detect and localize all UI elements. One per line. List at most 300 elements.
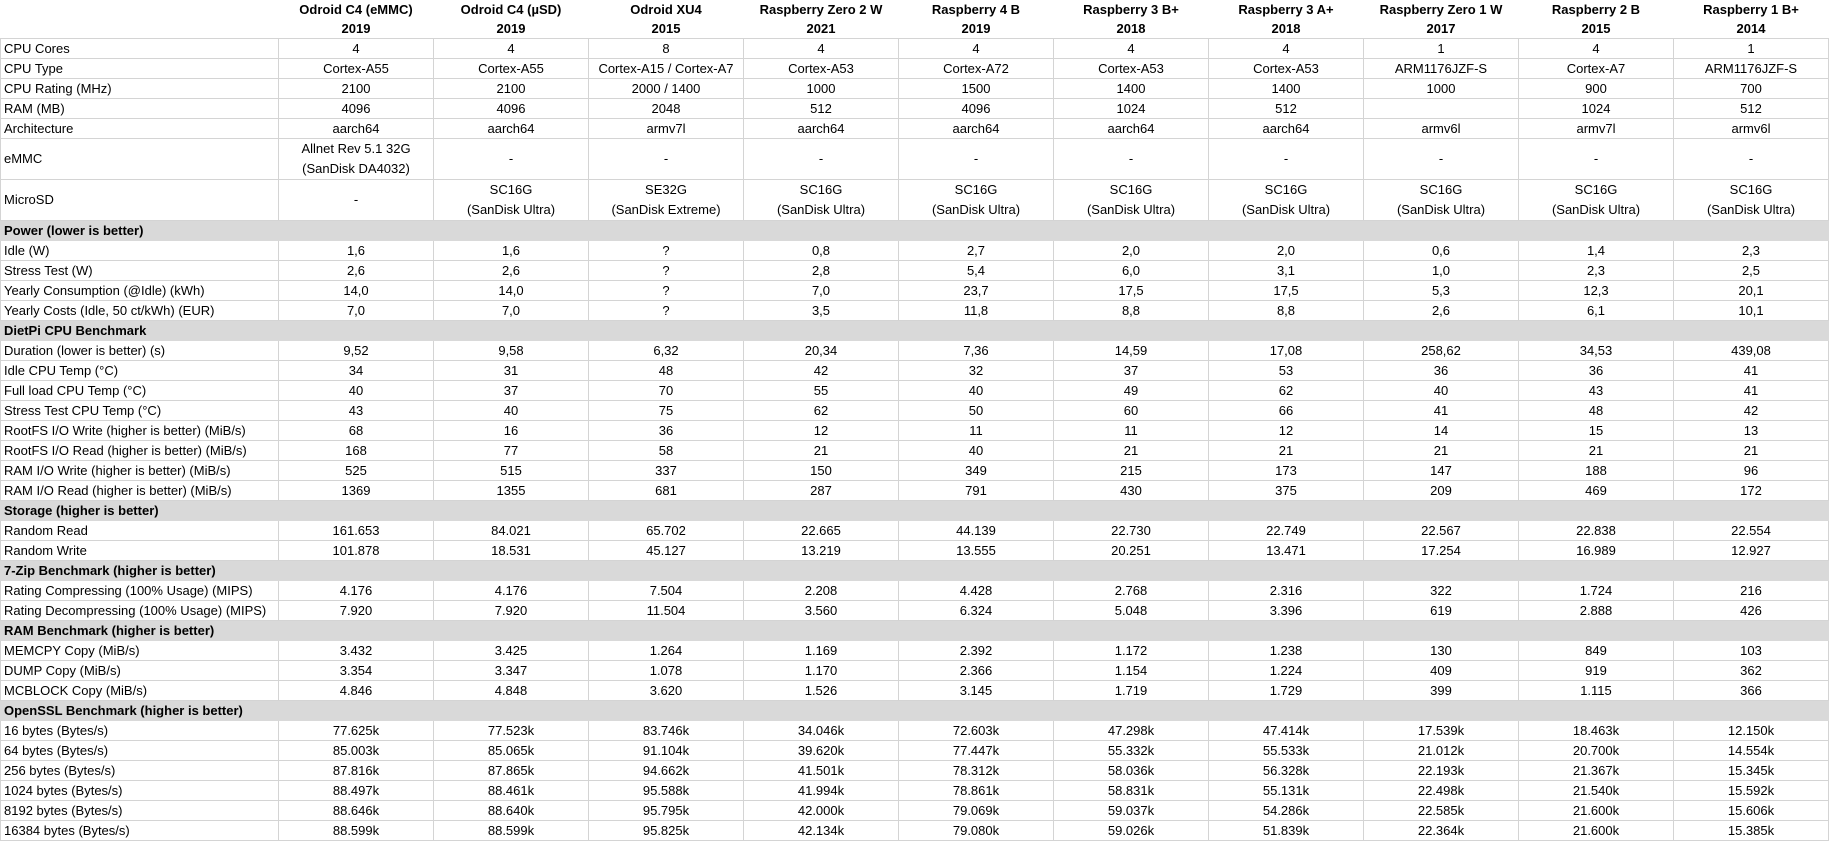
cell-value: 2,3: [1519, 261, 1674, 281]
row-label: 1024 bytes (Bytes/s): [1, 781, 279, 801]
row-label: 16 bytes (Bytes/s): [1, 721, 279, 741]
device-year-header: 2019: [961, 21, 991, 36]
cell-value: 3,5: [744, 301, 899, 321]
cell-value: 50: [899, 401, 1054, 421]
cell-value: 919: [1519, 661, 1674, 681]
cell-value: 58: [589, 441, 744, 461]
cell-value: 22.838: [1519, 521, 1674, 541]
cell-line: SE32G: [645, 182, 687, 197]
cell-line: -: [1438, 151, 1444, 166]
cell-value: 47.414k: [1209, 721, 1364, 741]
cell-value: 2.768: [1054, 581, 1209, 601]
cell-value: 6,1: [1519, 301, 1674, 321]
cell-line: Allnet Rev 5.1 32G: [301, 141, 411, 156]
table-row: [1, 721, 1829, 741]
cell-value: aarch64: [434, 119, 589, 139]
cell-value: 11,8: [899, 301, 1054, 321]
cell-value: 42: [744, 361, 899, 381]
cell-value: 1.526: [744, 681, 899, 701]
section-header-row: [1, 701, 1829, 721]
cell-value: 1500: [899, 79, 1054, 99]
cell-value: 88.599k: [434, 821, 589, 841]
cell-value: 13: [1674, 421, 1829, 441]
device-name-header: Raspberry 4 B: [931, 2, 1021, 17]
cell-value: Cortex-A55: [279, 59, 434, 79]
cell-value: 16.989: [1519, 541, 1674, 561]
cell-value: 5,4: [899, 261, 1054, 281]
cell-value: 79.080k: [899, 821, 1054, 841]
cell-value: 6.324: [899, 601, 1054, 621]
cell-value: [279, 139, 434, 180]
cell-value: 54.286k: [1209, 801, 1364, 821]
cell-line: -: [1748, 151, 1754, 166]
cell-value: 21: [1054, 441, 1209, 461]
cell-value: 3.354: [279, 661, 434, 681]
cell-value: 62: [744, 401, 899, 421]
cell-value: 4: [899, 39, 1054, 59]
cell-value: 48: [589, 361, 744, 381]
device-name-header: Raspberry Zero 2 W: [759, 2, 883, 17]
cell-line: (SanDisk Ultra): [931, 202, 1021, 217]
cell-value: 21.367k: [1519, 761, 1674, 781]
cell-value: Cortex-A15 / Cortex-A7: [589, 59, 744, 79]
cell-value: 15.592k: [1674, 781, 1829, 801]
cell-value: [1364, 139, 1519, 180]
cell-value: 95.588k: [589, 781, 744, 801]
cell-value: 1.169: [744, 641, 899, 661]
cell-value: 18.531: [434, 541, 589, 561]
cell-value: 34: [279, 361, 434, 381]
cell-value: 7.920: [279, 601, 434, 621]
device-name-header: Raspberry 3 A+: [1238, 2, 1334, 17]
cell-value: 2,0: [1209, 241, 1364, 261]
cell-value: 150: [744, 461, 899, 481]
cell-line: (SanDisk Ultra): [1086, 202, 1176, 217]
section-title: 7-Zip Benchmark (higher is better): [1, 561, 1829, 581]
cell-value: [434, 139, 589, 180]
cell-value: armv7l: [589, 119, 744, 139]
cell-line: -: [1593, 151, 1599, 166]
cell-value: 41.994k: [744, 781, 899, 801]
cell-value: 1: [1364, 39, 1519, 59]
cell-value: 17,5: [1209, 281, 1364, 301]
table-row: [1, 481, 1829, 501]
cell-value: aarch64: [279, 119, 434, 139]
cell-value: 85.065k: [434, 741, 589, 761]
cell-value: Cortex-A53: [744, 59, 899, 79]
cell-line: -: [508, 151, 514, 166]
cell-value: 58.831k: [1054, 781, 1209, 801]
cell-value: 55.131k: [1209, 781, 1364, 801]
cell-value: 3.425: [434, 641, 589, 661]
cell-line: (SanDisk Ultra): [466, 202, 556, 217]
row-label: RAM I/O Write (higher is better) (MiB/s): [1, 461, 279, 481]
cell-value: 16: [434, 421, 589, 441]
cell-value: 17,08: [1209, 341, 1364, 361]
cell-value: 1.172: [1054, 641, 1209, 661]
cell-value: 4: [1209, 39, 1364, 59]
table-row: [1, 261, 1829, 281]
cell-value: 23,7: [899, 281, 1054, 301]
cell-value: 14: [1364, 421, 1519, 441]
cell-value: 53: [1209, 361, 1364, 381]
cell-value: 2.366: [899, 661, 1054, 681]
cell-value: 40: [899, 441, 1054, 461]
cell-value: 1,0: [1364, 261, 1519, 281]
device-name-header: Odroid C4 (µSD): [460, 2, 562, 17]
cell-value: 2000 / 1400: [589, 79, 744, 99]
cell-value: 49: [1054, 381, 1209, 401]
cell-line: (SanDisk Extreme): [611, 202, 721, 217]
header-row-year: [1, 19, 1829, 39]
cell-value: [1674, 139, 1829, 180]
cell-value: 78.312k: [899, 761, 1054, 781]
cell-value: 1.115: [1519, 681, 1674, 701]
cell-value: 5.048: [1054, 601, 1209, 621]
cell-value: 375: [1209, 481, 1364, 501]
cell-value: 41.501k: [744, 761, 899, 781]
cell-value: [1674, 180, 1829, 221]
cell-value: ?: [589, 301, 744, 321]
cell-value: 4: [1054, 39, 1209, 59]
cell-value: 258,62: [1364, 341, 1519, 361]
cell-value: 1.719: [1054, 681, 1209, 701]
cell-value: 1369: [279, 481, 434, 501]
cell-value: 130: [1364, 641, 1519, 661]
cell-line: -: [973, 151, 979, 166]
cell-value: 11: [1054, 421, 1209, 441]
cell-value: 2,5: [1674, 261, 1829, 281]
cell-value: 1,6: [434, 241, 589, 261]
table-row: [1, 401, 1829, 421]
cell-value: 55.533k: [1209, 741, 1364, 761]
cell-value: 22.554: [1674, 521, 1829, 541]
cell-value: 13.219: [744, 541, 899, 561]
table-row: [1, 821, 1829, 841]
cell-value: Cortex-A53: [1054, 59, 1209, 79]
cell-value: 512: [744, 99, 899, 119]
table-row: [1, 601, 1829, 621]
cell-value: 43: [1519, 381, 1674, 401]
cell-value: [744, 139, 899, 180]
cell-value: 2,6: [279, 261, 434, 281]
cell-value: 1000: [1364, 79, 1519, 99]
cell-value: Cortex-A55: [434, 59, 589, 79]
cell-value: 849: [1519, 641, 1674, 661]
cell-value: 36: [589, 421, 744, 441]
cell-value: 349: [899, 461, 1054, 481]
table-row: [1, 461, 1829, 481]
cell-value: 55.332k: [1054, 741, 1209, 761]
cell-value: 21: [1364, 441, 1519, 461]
cell-value: 88.640k: [434, 801, 589, 821]
row-label: Idle (W): [1, 241, 279, 261]
cell-value: [1519, 139, 1674, 180]
row-label: MCBLOCK Copy (MiB/s): [1, 681, 279, 701]
cell-value: 7,36: [899, 341, 1054, 361]
device-name-header: Raspberry Zero 1 W: [1379, 2, 1503, 17]
cell-line: SC16G: [489, 182, 533, 197]
cell-value: 21.600k: [1519, 821, 1674, 841]
cell-value: 51.839k: [1209, 821, 1364, 841]
table-row: [1, 581, 1829, 601]
cell-value: [1209, 139, 1364, 180]
cell-value: ?: [589, 281, 744, 301]
section-header-row: [1, 621, 1829, 641]
cell-value: 8,8: [1209, 301, 1364, 321]
cell-value: 79.069k: [899, 801, 1054, 821]
cell-value: 15: [1519, 421, 1674, 441]
cell-line: SC16G: [1264, 182, 1308, 197]
cell-value: 20,34: [744, 341, 899, 361]
cell-value: 209: [1364, 481, 1519, 501]
cell-value: 48: [1519, 401, 1674, 421]
device-year-header: 2014: [1736, 21, 1766, 36]
cell-value: 4: [744, 39, 899, 59]
cell-value: 13.471: [1209, 541, 1364, 561]
cell-value: [589, 139, 744, 180]
cell-value: 322: [1364, 581, 1519, 601]
cell-value: 4096: [279, 99, 434, 119]
cell-value: 77.523k: [434, 721, 589, 741]
table-row: [1, 341, 1829, 361]
cell-value: 2,7: [899, 241, 1054, 261]
cell-value: 4096: [434, 99, 589, 119]
cell-value: 12,3: [1519, 281, 1674, 301]
cell-value: 14,0: [434, 281, 589, 301]
row-label: RootFS I/O Read (higher is better) (MiB/s): [1, 441, 279, 461]
cell-value: 88.599k: [279, 821, 434, 841]
table-row: [1, 801, 1829, 821]
row-label: eMMC: [1, 139, 279, 180]
cell-value: 362: [1674, 661, 1829, 681]
cell-value: 3.145: [899, 681, 1054, 701]
cell-value: 7.504: [589, 581, 744, 601]
cell-value: 512: [1674, 99, 1829, 119]
table-row: [1, 180, 1829, 221]
cell-value: [279, 180, 434, 221]
cell-value: 22.567: [1364, 521, 1519, 541]
device-name-header: Raspberry 1 B+: [1703, 2, 1799, 17]
cell-value: ?: [589, 261, 744, 281]
cell-value: 14,59: [1054, 341, 1209, 361]
cell-value: 77.447k: [899, 741, 1054, 761]
cell-value: 11.504: [589, 601, 744, 621]
cell-value: 4.848: [434, 681, 589, 701]
cell-value: 4.428: [899, 581, 1054, 601]
cell-value: 22.364k: [1364, 821, 1519, 841]
header-corner: [1, 19, 279, 39]
row-label: MEMCPY Copy (MiB/s): [1, 641, 279, 661]
cell-value: 14,0: [279, 281, 434, 301]
table-row: [1, 59, 1829, 79]
cell-value: 77.625k: [279, 721, 434, 741]
cell-line: (SanDisk DA4032): [302, 161, 410, 176]
table-row: [1, 301, 1829, 321]
cell-value: [744, 180, 899, 221]
cell-value: 188: [1519, 461, 1674, 481]
cell-value: 60: [1054, 401, 1209, 421]
cell-value: 215: [1054, 461, 1209, 481]
cell-value: 41: [1364, 401, 1519, 421]
cell-value: 4: [279, 39, 434, 59]
row-label: CPU Type: [1, 59, 279, 79]
cell-line: SC16G: [1109, 182, 1153, 197]
cell-value: 3.560: [744, 601, 899, 621]
table-row: [1, 681, 1829, 701]
cell-value: [434, 180, 589, 221]
device-name-header: Odroid C4 (eMMC): [299, 2, 413, 17]
cell-value: 1.264: [589, 641, 744, 661]
row-label: Stress Test (W): [1, 261, 279, 281]
cell-value: [1364, 99, 1519, 119]
cell-value: 94.662k: [589, 761, 744, 781]
cell-value: 14.554k: [1674, 741, 1829, 761]
table-row: [1, 281, 1829, 301]
cell-value: 2,3: [1674, 241, 1829, 261]
cell-value: 337: [589, 461, 744, 481]
cell-value: 0,8: [744, 241, 899, 261]
cell-value: 87.865k: [434, 761, 589, 781]
table-row: [1, 661, 1829, 681]
row-label: Rating Decompressing (100% Usage) (MIPS): [1, 601, 279, 621]
cell-value: 58.036k: [1054, 761, 1209, 781]
cell-value: 40: [1364, 381, 1519, 401]
cell-value: 22.585k: [1364, 801, 1519, 821]
cell-value: 11: [899, 421, 1054, 441]
cell-value: 4096: [899, 99, 1054, 119]
cell-value: ?: [589, 241, 744, 261]
cell-value: 20,1: [1674, 281, 1829, 301]
cell-value: 12: [744, 421, 899, 441]
device-year-header: 2021: [806, 21, 836, 36]
table-row: [1, 421, 1829, 441]
cell-value: 15.345k: [1674, 761, 1829, 781]
cell-value: 366: [1674, 681, 1829, 701]
table-row: [1, 241, 1829, 261]
cell-value: 3.347: [434, 661, 589, 681]
section-title: DietPi CPU Benchmark: [1, 321, 1829, 341]
device-year-header: 2018: [1116, 21, 1146, 36]
cell-value: 34.046k: [744, 721, 899, 741]
row-label: Architecture: [1, 119, 279, 139]
cell-value: 95.795k: [589, 801, 744, 821]
cell-value: 1.729: [1209, 681, 1364, 701]
section-header-row: [1, 321, 1829, 341]
cell-line: SC16G: [1419, 182, 1463, 197]
cell-value: 9,52: [279, 341, 434, 361]
cell-line: -: [818, 151, 824, 166]
cell-line: (SanDisk Ultra): [1706, 202, 1796, 217]
cell-value: 12: [1209, 421, 1364, 441]
cell-value: 21.600k: [1519, 801, 1674, 821]
device-year-header: 2017: [1426, 21, 1456, 36]
cell-value: 42: [1674, 401, 1829, 421]
cell-value: 399: [1364, 681, 1519, 701]
cell-value: 41: [1674, 361, 1829, 381]
row-label: CPU Rating (MHz): [1, 79, 279, 99]
cell-value: 103: [1674, 641, 1829, 661]
cell-value: 22.498k: [1364, 781, 1519, 801]
cell-value: 8,8: [1054, 301, 1209, 321]
cell-value: 21.012k: [1364, 741, 1519, 761]
cell-value: 700: [1674, 79, 1829, 99]
cell-value: 43: [279, 401, 434, 421]
cell-value: 96: [1674, 461, 1829, 481]
cell-line: SC16G: [954, 182, 998, 197]
cell-value: 21: [744, 441, 899, 461]
cell-value: 426: [1674, 601, 1829, 621]
cell-value: 7,0: [434, 301, 589, 321]
cell-value: [589, 180, 744, 221]
table-row: [1, 521, 1829, 541]
cell-value: 66: [1209, 401, 1364, 421]
cell-value: 1.238: [1209, 641, 1364, 661]
cell-value: 2.888: [1519, 601, 1674, 621]
row-label: Random Read: [1, 521, 279, 541]
cell-value: 1024: [1519, 99, 1674, 119]
cell-value: 2100: [434, 79, 589, 99]
row-label: RootFS I/O Write (higher is better) (MiB/s): [1, 421, 279, 441]
cell-value: 22.193k: [1364, 761, 1519, 781]
device-name-header: Raspberry 3 B+: [1083, 2, 1179, 17]
cell-value: aarch64: [899, 119, 1054, 139]
cell-value: 1.170: [744, 661, 899, 681]
cell-value: 161.653: [279, 521, 434, 541]
cell-value: 21: [1674, 441, 1829, 461]
table-row: [1, 541, 1829, 561]
cell-value: armv7l: [1519, 119, 1674, 139]
cell-line: SC16G: [1729, 182, 1773, 197]
cell-value: ARM1176JZF-S: [1364, 59, 1519, 79]
cell-value: 1400: [1054, 79, 1209, 99]
cell-value: 40: [899, 381, 1054, 401]
cell-value: 13.555: [899, 541, 1054, 561]
cell-value: aarch64: [744, 119, 899, 139]
cell-value: 77: [434, 441, 589, 461]
row-label: RAM (MB): [1, 99, 279, 119]
cell-value: Cortex-A53: [1209, 59, 1364, 79]
cell-value: 83.746k: [589, 721, 744, 741]
cell-value: 168: [279, 441, 434, 461]
row-label: RAM I/O Read (higher is better) (MiB/s): [1, 481, 279, 501]
cell-line: -: [663, 151, 669, 166]
cell-value: 101.878: [279, 541, 434, 561]
cell-value: armv6l: [1674, 119, 1829, 139]
cell-value: [1209, 180, 1364, 221]
cell-value: 75: [589, 401, 744, 421]
cell-value: 21: [1519, 441, 1674, 461]
row-label: Duration (lower is better) (s): [1, 341, 279, 361]
cell-value: 515: [434, 461, 589, 481]
device-year-header: 2015: [1581, 21, 1611, 36]
cell-value: [1054, 180, 1209, 221]
cell-value: 40: [279, 381, 434, 401]
cell-value: 21: [1209, 441, 1364, 461]
row-label: 64 bytes (Bytes/s): [1, 741, 279, 761]
cell-value: 1.078: [589, 661, 744, 681]
table-row: [1, 781, 1829, 801]
cell-value: 619: [1364, 601, 1519, 621]
cell-value: 15.385k: [1674, 821, 1829, 841]
cell-value: 2100: [279, 79, 434, 99]
section-header-row: [1, 561, 1829, 581]
cell-value: 7,0: [744, 281, 899, 301]
cell-value: ARM1176JZF-S: [1674, 59, 1829, 79]
cell-value: 42.000k: [744, 801, 899, 821]
cell-line: -: [353, 192, 359, 207]
row-label: Yearly Costs (Idle, 50 ct/kWh) (EUR): [1, 301, 279, 321]
